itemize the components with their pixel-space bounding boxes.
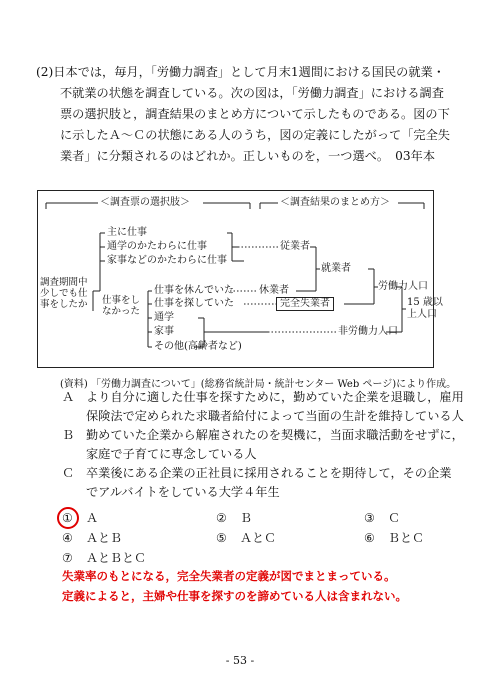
option-work-besides-school: 通学のかたわらに仕事: [107, 241, 207, 252]
question-line-5: 業者」に分類されるのはどれか。正しいものを，一つ選べ。 03年本: [60, 149, 436, 163]
statement-c-line-2: でアルバイトをしている大学４年生: [86, 485, 280, 499]
not-worked-label: [102, 295, 140, 317]
option-on-leave: 仕事を休んでいた: [154, 285, 234, 296]
population-15-plus: [407, 297, 443, 321]
absent-label: 休業者: [259, 285, 289, 296]
root-question-line: 少しでも仕: [40, 288, 88, 299]
root-question-line: 事をしたか: [40, 299, 88, 310]
question-line-3: 票の選択肢と，調査結果のまとめ方について示したものである。図の下: [60, 107, 450, 121]
statement-a-line-2: 保険法で定められた求職者給付によって当面の生計を維持している人: [86, 409, 464, 423]
root-question: [40, 277, 88, 310]
option-4-number[interactable]: ④: [62, 531, 73, 545]
option-1-number[interactable]: ①: [62, 511, 73, 525]
option-7-text: ＡとＢとＣ: [86, 551, 147, 565]
statement-a-line-1: より自分に適した仕事を探すために，勤めていた企業を退職し，雇用: [86, 390, 464, 404]
statement-b-line-1: 勤めていた企業から解雇されたのを契機に，当面求職活動をせずに，: [86, 428, 464, 442]
option-other: その他(高齢者など): [154, 341, 242, 352]
option-main-work: 主に仕事: [107, 227, 147, 238]
option-1-text: Ａ: [86, 511, 99, 525]
employed-label: 従業者: [280, 241, 310, 252]
option-2-text: Ｂ: [240, 511, 253, 525]
statement-c-letter: Ｃ: [62, 466, 75, 480]
answer-note-1: 失業率のもとになる，完全失業者の定義が図でまとまっている。: [62, 569, 396, 583]
statement-b-letter: Ｂ: [62, 428, 75, 442]
question-line-2: 不就業の状態を調査している。次の図は，「労働力調査」における調査: [60, 86, 444, 100]
statement-b-line-2: 家庭で子育てに専念している人: [86, 447, 257, 461]
statement-a-letter: Ａ: [62, 390, 75, 404]
option-5-text: ＡとＣ: [240, 531, 277, 545]
header-result-summary: ＜調査結果のまとめ方＞: [280, 197, 390, 208]
source-note: (資料) 「労働力調査について」(総務省統計局・統計センター Web ページ)により作成。: [60, 379, 457, 390]
page-number: - 53 -: [225, 654, 255, 667]
statement-c-line-1: 卒業後にある企業の正社員に採用されることを期待して，その企業: [86, 466, 452, 480]
workers-label: 就業者: [321, 263, 351, 274]
root-question-line: 調査期間中: [40, 277, 88, 288]
answer-note-2: 定義によると，主婦や仕事を探すのを諦めている人は含まれない。: [62, 589, 407, 603]
option-5-number[interactable]: ⑤: [216, 531, 227, 545]
non-labor-force-label: 非労働力人口: [338, 326, 398, 337]
population-15-plus-line: 上人口: [407, 309, 437, 320]
not-worked-label-line: 仕事をし: [102, 295, 141, 306]
option-3-number[interactable]: ③: [364, 511, 375, 525]
option-6-text: ＢとＣ: [388, 531, 425, 545]
option-3-text: Ｃ: [388, 511, 401, 525]
not-worked-label-line: なかった: [102, 306, 141, 317]
labor-force-label: 労働力人口: [378, 281, 428, 292]
option-job-seeking: 仕事を探していた: [154, 298, 234, 309]
unemployed-box: 完全失業者: [276, 297, 334, 311]
option-6-number[interactable]: ⑥: [364, 531, 375, 545]
option-school: 通学: [154, 312, 174, 323]
option-2-number[interactable]: ②: [216, 511, 227, 525]
labor-survey-diagram: [37, 190, 443, 368]
option-work-besides-housework: 家事などのかたわらに仕事: [107, 255, 227, 266]
question-line-1: (2)日本では，毎月，「労働力調査」として月末1週間における国民の就業・: [36, 65, 445, 79]
option-7-number[interactable]: ⑦: [62, 551, 73, 565]
question-line-4: に示したＡ～Ｃの状態にある人のうち，図の定義にしたがって「完全失: [60, 128, 450, 142]
option-4-text: ＡとＢ: [86, 531, 123, 545]
header-survey-options: ＜調査票の選択肢＞: [100, 197, 190, 208]
population-15-plus-line: 15 歳以: [407, 297, 443, 308]
option-housework: 家事: [154, 326, 174, 337]
